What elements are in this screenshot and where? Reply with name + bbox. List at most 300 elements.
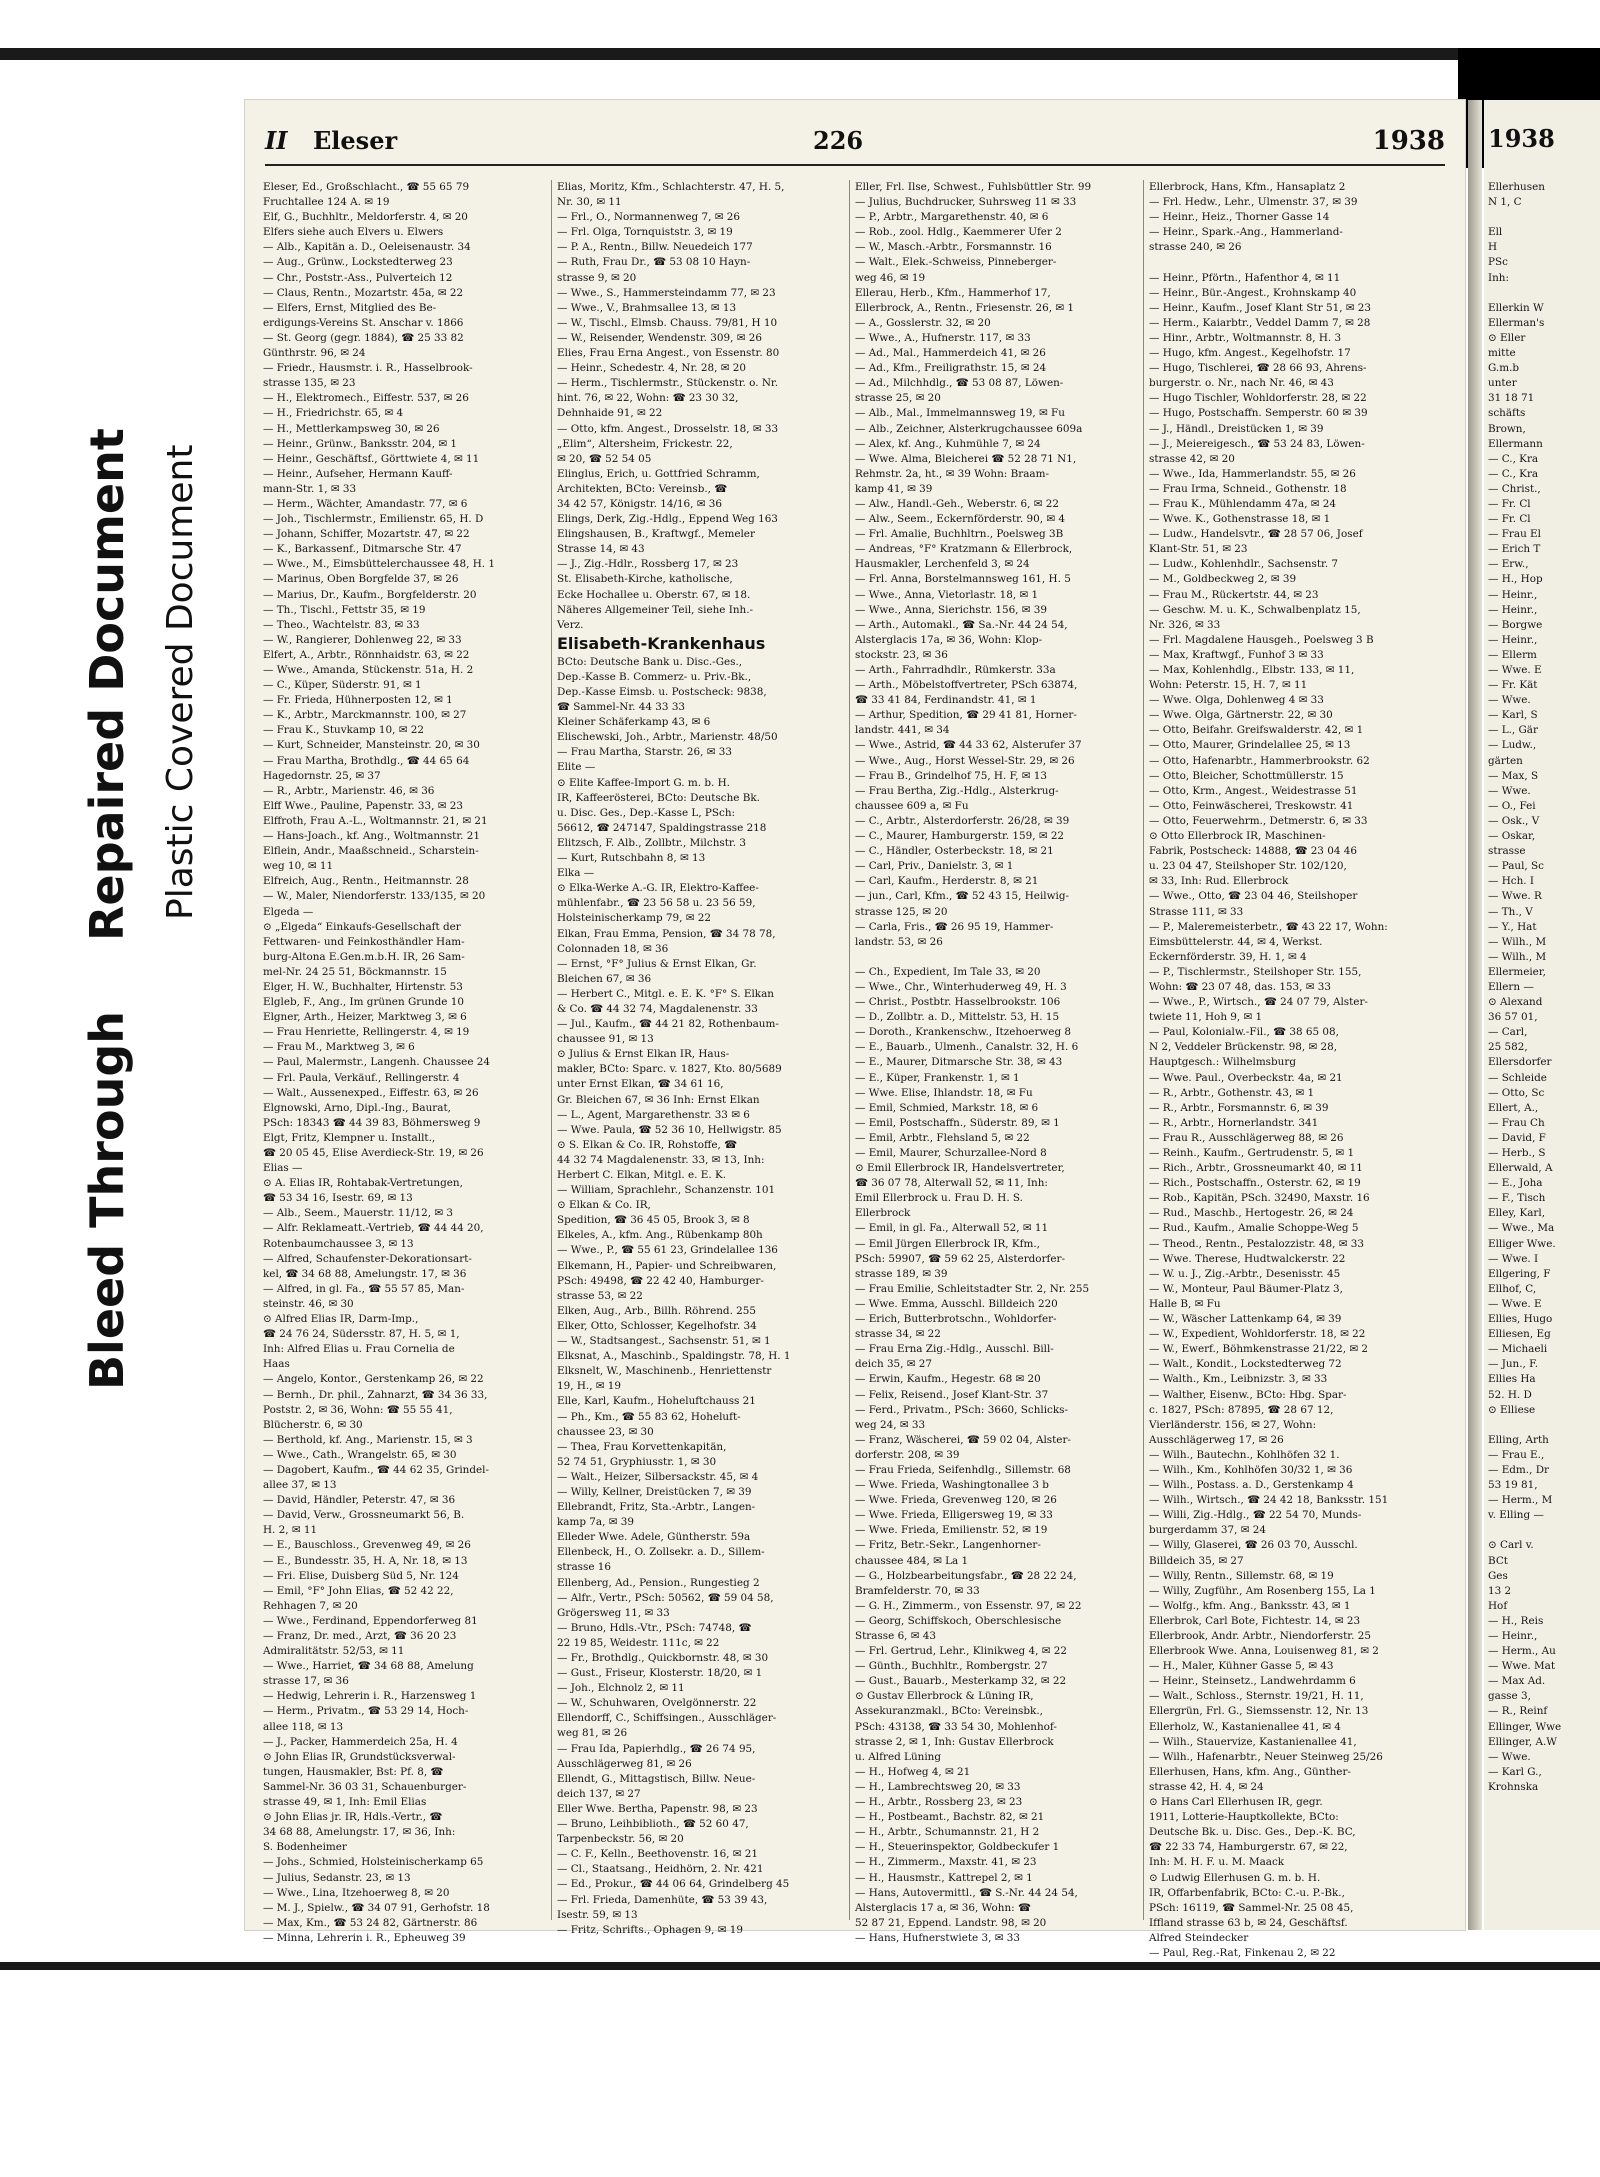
directory-entry-line: — Th., Tischl., Fettstr 35, ✉ 19 [263,603,426,616]
directory-entry-line: u. Alfred Lüning [855,1750,941,1763]
directory-entry-line: — Rich., Arbtr., Grossneumarkt 40, ✉ 11 [1149,1162,1363,1175]
directory-entry-line: — P., Tischlermstr., Steilshoper Str. 155, [1149,965,1362,978]
directory-entry-line: — Wwe., M., Eimsbüttelerchaussee 48, H. 1 [263,558,496,571]
facing-entry-line: — Frau El [1488,528,1541,541]
facing-entry-line: ⊙ Carl v. [1488,1539,1534,1552]
directory-entry-line: ⊙ Elka-Werke A.-G. IR, Elektro-Kaffee- [557,882,759,895]
facing-entry-line: — Fr. Cl [1488,513,1531,526]
facing-entry-line: Ellersdorfer [1488,1056,1552,1069]
directory-entry-line: Elken, Aug., Arb., Billh. Röhrend. 255 [557,1304,757,1317]
directory-entry-line: ⊙ Ludwig Ellerhusen G. m. b. H. [1149,1871,1321,1884]
directory-entry-line: — Erwin, Kaufm., Hegestr. 68 ✉ 20 [855,1373,1041,1386]
directory-entry-line: 19, H., ✉ 19 [557,1380,622,1393]
directory-entry-line: Günthrstr. 96, ✉ 24 [263,347,366,360]
facing-entry-line: — Schleide [1488,1071,1547,1084]
directory-entry-line: — Frl. Frieda, Damenhüte, ☎ 53 39 43, [557,1893,768,1906]
directory-entry-line: ⊙ Julius & Ernst Elkan IR, Haus- [557,1048,730,1061]
directory-entry-line: — Wwe., P., ☎ 55 61 23, Grindelallee 136 [557,1244,778,1257]
directory-entry-line: — Wwe., Anna, Sierichstr. 156, ✉ 39 [855,603,1048,616]
directory-entry-line: hint. 76, ✉ 22, Wohn: ☎ 23 30 32, [557,392,739,405]
directory-entry-line: — David, Verw., Grossneumarkt 56, B. [263,1509,465,1522]
facing-entry-line: — Max Ad. [1488,1675,1546,1688]
directory-entry-line: burgerdamm 37, ✉ 24 [1149,1524,1266,1537]
directory-entry-line: — Heinr., Grünw., Banksstr. 204, ✉ 1 [263,437,458,450]
directory-entry-line: — Otto, Bleicher, Schottmüllerstr. 15 [1149,769,1344,782]
directory-entry-line: — J., Meiereigesch., ☎ 53 24 83, Löwen- [1149,437,1365,450]
directory-entry-line: Eller, Frl. Ilse, Schwest., Fuhlsbüttler Str. 99 [855,181,1092,193]
directory-entry-line: Sammel-Nr. 36 03 31, Schauenburger- [263,1780,467,1793]
directory-entry-line: — Otto, Hafenarbtr., Hammerbrookstr. 62 [1149,754,1370,767]
directory-entry-line: Ellenbeck, H., O. Zollsekr. a. D., Sillem- [557,1546,765,1559]
directory-entry-line: Elflein, Andr., Maaßschneid., Scharstein- [263,845,479,858]
facing-entry-line: — Wwe. E [1488,664,1542,676]
directory-entry-line: Tarpenbeckstr. 56, ✉ 20 [557,1833,684,1846]
directory-entry-line: Inh: Alfred Elias u. Frau Cornelia de [263,1343,455,1356]
directory-entry-line: — Herm., Tischlermstr., Stückenstr. o. Nr. [557,377,779,390]
directory-entry-line: BCto: Deutsche Bank u. Disc.-Ges., [557,655,743,668]
directory-entry-line: landstr. 53, ✉ 26 [855,935,943,948]
directory-entry-line: chaussee 484, ✉ La 1 [855,1554,969,1567]
directory-entry-line: — Günth., Buchhltr., Rombergstr. 27 [855,1660,1048,1673]
directory-entry-line: — G., Holzbearbeitungsfabr., ☎ 28 22 24, [855,1569,1077,1582]
directory-entry-line: ✉ 20, ☎ 52 54 05 [557,452,652,465]
facing-entry-line: — C., Kra [1488,452,1539,465]
facing-entry-line: — Wwe. R [1488,890,1542,903]
directory-entry-line: 52 74 51, Gryphiusstr. 1, ✉ 30 [557,1455,717,1468]
directory-entry-line: — Hugo, Tischlerei, ☎ 28 66 93, Ahrens- [1149,362,1367,375]
directory-entry-line: chaussee 91, ✉ 13 [557,1033,654,1046]
directory-entry-line: — Emil Jürgen Ellerbrock IR, Kfm., [855,1237,1040,1250]
directory-entry-line: strasse 49, ✉ 1, Inh: Emil Elias [263,1796,427,1809]
directory-entry-line: twiete 11, Hoh 9, ✉ 1 [1149,1011,1263,1024]
directory-entry-line: — Paul, Kolonialw.-Fil., ☎ 38 65 08, [1149,1026,1339,1039]
directory-entry-line: — P., Maleremeisterbetr., ☎ 43 22 17, Wohn: [1149,920,1388,933]
directory-entry-line: — Frau Emilie, Schleitstadter Str. 2, Nr. 255 [855,1282,1090,1295]
directory-entry-line: — Rob., Kapitän, PSch. 32490, Maxstr. 16 [1149,1192,1370,1205]
column-3 [855,180,1137,1944]
directory-entry-line: — Frl., O., Normannenweg 7, ✉ 26 [557,211,740,224]
facing-entry-line: — Heinr., [1488,588,1538,601]
directory-entry-line: Alsterglacis 17a, ✉ 36, Wohn: Klop- [855,633,1043,646]
directory-entry-line: — Heinr., Kaufm., Josef Klant Str 51, ✉ 23 [1149,301,1372,314]
directory-entry-line: — Otto, Feinwäscherei, Treskowstr. 41 [1149,799,1354,812]
directory-entry-line: — Christ., Postbtr. Hasselbrookstr. 106 [855,996,1061,1009]
directory-entry-line: — Wilh., Postass. a. D., Gerstenkamp 4 [1149,1479,1354,1492]
directory-entry-line: Nr. 30, ✉ 11 [557,196,622,209]
facing-entry-line: — Carl, [1488,1026,1528,1039]
directory-entry-line: — Frl. Anna, Borstelmannsweg 161, H. 5 [855,573,1071,586]
facing-entry-line: — O., Fei [1488,799,1536,812]
directory-entry-line: — Claus, Rentn., Mozartstr. 45a, ✉ 22 [263,286,464,299]
directory-entry-line: — C., Maurer, Hamburgerstr. 159, ✉ 22 [855,830,1065,843]
directory-entry-line: — Frau Henriette, Rellingerstr. 4, ✉ 19 [263,1026,470,1039]
directory-entry-line: — Ludw., Kohlenhdlr., Sachsenstr. 7 [1149,558,1339,571]
facing-entry-line: — Michaeli [1488,1343,1548,1356]
facing-entry-line: — Frau Ch [1488,1116,1545,1129]
directory-entry-line: — H., Steuerinspektor, Goldbeckufer 1 [855,1841,1060,1854]
directory-entry-line: — Heinr., Geschäftsf., Görttwiete 4, ✉ 11 [263,452,480,465]
directory-entry-line: Strasse 6, ✉ 43 [855,1630,937,1642]
directory-entry-line: Elias — [263,1162,303,1175]
directory-entry-line: chaussee 609 a, ✉ Fu [855,799,969,812]
facing-entry-line: 25 582, [1488,1041,1528,1054]
directory-entry-line: — St. Georg (gegr. 1884), ☎ 25 33 82 [263,331,464,344]
facing-entry-line: G.m.b [1488,362,1520,375]
facing-entry-line: — Paul, Sc [1488,860,1544,873]
directory-entry-line: strasse 2, ✉ 1, Inh: Gustav Ellerbrock [855,1735,1054,1748]
directory-entry-line [1149,255,1445,270]
directory-entry-line: — Chr., Poststr.-Ass., Pulverteich 12 [263,271,453,284]
directory-entry-line: deich 137, ✉ 27 [557,1787,641,1800]
directory-entry-line: — K., Arbtr., Marckmannstr. 100, ✉ 27 [263,709,467,722]
directory-entry-line: — Ad., Milchhdlg., ☎ 53 08 87, Löwen- [855,377,1064,390]
directory-entry-line: Elfers siehe auch Elvers u. Elwers [263,226,444,239]
directory-entry-line: Näheres Allgemeiner Teil, siehe Inh.- [557,603,754,616]
directory-entry-line: — J., Zig.-Hdlr., Rossberg 17, ✉ 23 [557,558,739,571]
directory-entry-line: — Kurt, Rutschbahn 8, ✉ 13 [557,852,706,865]
repaired-document-label: Repaired Document [80,428,134,941]
directory-entry-line: — Willy, Rentn., Sillemstr. 68, ✉ 19 [1149,1569,1334,1582]
directory-entry-line: 1911, Lotterie-Hauptkollekte, BCto: [1149,1811,1339,1824]
directory-entry-line: — Wwe. Therese, Hudtwalckerstr. 22 [1149,1252,1346,1265]
directory-entry-line: — Emil, Postschaffn., Süderstr. 89, ✉ 1 [855,1116,1060,1129]
directory-entry-line: — Wwe., Lina, Itzehoerweg 8, ✉ 20 [263,1886,450,1899]
directory-entry-line: — Alfred, Schaufenster-Dekorationsart- [263,1252,472,1265]
guide-word: Eleser [313,126,398,155]
directory-entry-line: — Rich., Postschaffn., Osterstr. 62, ✉ 19 [1149,1177,1361,1190]
directory-entry-line: Elkeles, A., kfm. Ang., Rübenkamp 80h [557,1229,763,1242]
directory-entry-line: — Frl. Gertrud, Lehr., Klinikweg 4, ✉ 22 [855,1645,1067,1658]
facing-entry-line: Ellern — [1488,980,1534,993]
directory-entry-line: Elf, G., Buchhltr., Meldorferstr. 4, ✉ 20 [263,211,468,224]
facing-entry-line: Ellermann [1488,437,1543,450]
directory-entry-line: — W., Rangierer, Dohlenweg 22, ✉ 33 [263,633,462,646]
directory-entry-line: — Herm., Privatm., ☎ 53 29 14, Hoch- [263,1705,469,1718]
directory-entry-line: — Ernst, °F° Julius & Ernst Elkan, Gr. [557,957,757,970]
directory-entry-line: — Frau Frieda, Seifenhdlg., Sillemstr. 68 [855,1463,1071,1476]
directory-entry-line: tungen, Hausmakler, Bst: Pf. 8, ☎ [263,1765,444,1778]
facing-entry-line: — Herb., S [1488,1147,1546,1159]
directory-entry-line: steinstr. 46, ✉ 30 [263,1297,354,1310]
directory-entry-line: — Fritz, Schrifts., Ophagen 9, ✉ 19 [557,1923,743,1936]
directory-entry-line: — Frau Irma, Schneid., Gothenstr. 18 [1149,482,1347,495]
directory-entry-line: — M. J., Spielw., ☎ 34 07 91, Gerhofstr. 18 [263,1901,490,1914]
facing-entry-line: — Fr. Kät [1488,679,1538,692]
facing-entry-line: — Wwe. [1488,784,1531,797]
facing-entry-line: Ellerwald, A [1488,1162,1553,1175]
directory-entry-line: — Wwe. Olga, Dohlenweg 4 ✉ 33 [1149,694,1324,707]
facing-entry-line: — Oskar, [1488,830,1536,843]
facing-entry-line: Ellerman's [1488,316,1545,329]
directory-entry-line: Ellerhusen, Hans, kfm. Ang., Günther- [1149,1765,1351,1778]
directory-entry-line: — E., Bauarb., Ulmenh., Canalstr. 32, H. 6 [855,1041,1079,1054]
directory-entry-line: allee 118, ✉ 13 [263,1720,344,1733]
directory-entry-line: — Minna, Lehrerin i. R., Epheuweg 39 [263,1931,466,1944]
directory-entry-line: weg 24, ✉ 33 [855,1418,926,1431]
directory-entry-line: ⊙ Elite Kaffee-Import G. m. b. H. [557,776,730,789]
bleed-through-label: Bleed Through [80,1010,134,1390]
directory-entry-line: — Arthur, Spedition, ☎ 29 41 81, Horner- [855,709,1077,722]
directory-entry-line: — W., Reisender, Wendenstr. 309, ✉ 26 [557,331,762,344]
directory-entry-line: — C., Händler, Osterbeckstr. 18, ✉ 21 [855,845,1054,858]
directory-entry-line: — C., Küper, Süderstr. 91, ✉ 1 [263,679,422,692]
facing-entry-line: — Herm., M [1488,1494,1553,1507]
directory-entry-line: — Frau Martha, Starstr. 26, ✉ 33 [557,746,732,759]
directory-entry-line: Elies, Frau Erna Angest., von Essenstr. 80 [557,347,780,360]
directory-entry-line: Elff Wwe., Pauline, Papenstr. 33, ✉ 23 [263,799,463,812]
directory-entry-line: Ellerbrock, A., Rentn., Friesenstr. 26, ✉ 1 [855,301,1075,314]
directory-entry-line: — J., Händl., Dreistücken 1, ✉ 39 [1149,422,1324,435]
directory-entry-line: Halle B, ✉ Fu [1149,1297,1221,1310]
directory-entry-line: Elle, Karl, Kaufm., Hoheluftchauss 21 [557,1395,756,1408]
facing-entry-line: unter [1488,377,1517,390]
directory-entry-line: — Geschw. M. u. K., Schwalbenplatz 15, [1149,603,1361,616]
directory-entry-line: Ausschlägerweg 17, ✉ 26 [1149,1433,1284,1446]
directory-entry-line: — Hugo, Postschaffn. Semperstr. 60 ✉ 39 [1149,407,1368,420]
directory-entry-line: kamp 7a, ✉ 39 [557,1516,634,1529]
facing-entry-line: Ellies Ha [1488,1373,1536,1386]
facing-entry-line: — L., Gär [1488,724,1538,737]
directory-entry-line: — Franz, Wäscherei, ☎ 59 02 04, Alster- [855,1433,1071,1446]
directory-entry-line [855,950,1137,965]
directory-entry-line: — J., Packer, Hammerdeich 25a, H. 4 [263,1735,458,1748]
directory-entry-line: Elka — [557,867,595,880]
directory-entry-line: — Wwe., Amanda, Stückenstr. 51a, H. 2 [263,664,474,676]
directory-entry-line: — Joh., Tischlermstr., Emilienstr. 65, H. D [263,513,484,526]
directory-entry-line: „Elim“, Altersheim, Frickestr. 22, [557,437,733,450]
directory-entry-line: u. Disc. Ges., Dep.-Kasse L, PSch: [557,806,736,819]
directory-entry-line: Emil Ellerbrock u. Frau D. H. S. [855,1192,1023,1205]
directory-entry-line: burgerstr. o. Nr., nach Nr. 46, ✉ 43 [1149,377,1334,390]
directory-entry-line: — Arth., Möbelstoffvertreter, PSch 63874, [855,679,1078,692]
directory-entry-line: — Otto, kfm. Angest., Drosselstr. 18, ✉ 33 [557,422,779,435]
directory-entry-line: — Gust., Friseur, Klosterstr. 18/20, ✉ 1 [557,1667,763,1680]
directory-entry-line: — Wwe. Frieda, Elligersweg 19, ✉ 33 [855,1509,1053,1522]
directory-entry-line: — Ph., Km., ☎ 55 83 62, Hoheluft- [557,1410,741,1423]
directory-entry-line: PSch: 43138, ☎ 33 54 30, Mohlenhof- [855,1720,1057,1733]
directory-entry-line: — Wwe., Chr., Winterhuderweg 49, H. 3 [855,980,1067,993]
directory-entry-line: ☎ 24 76 24, Südersstr. 87, H. 5, ✉ 1, [263,1328,460,1341]
directory-entry-line: — Herm., Kaiarbtr., Veddel Damm 7, ✉ 28 [1149,316,1371,329]
directory-entry-line: — Hugo, kfm. Angest., Kegelhofstr. 17 [1149,347,1351,360]
facing-entry-line: — Heinr., [1488,603,1538,616]
directory-entry-line: — Wilh., Stauervize, Kastanienallee 41, [1149,1735,1357,1748]
facing-entry-line: v. Elling — [1488,1509,1544,1522]
directory-entry-line: 56612, ☎ 247147, Spaldingstrasse 218 [557,821,767,834]
directory-entry-line: — Thea, Frau Korvettenkapitän, [557,1440,727,1453]
directory-entry-line: 44 32 74 Magdalenenstr. 33, ✉ 13, Inh: [557,1153,765,1166]
directory-entry-line: Elger, H. W., Buchhalter, Hirtenstr. 53 [263,980,463,993]
directory-entry-line: — R., Arbtr., Marienstr. 46, ✉ 36 [263,784,435,797]
directory-entry-line: — W., Tischl., Elmsb. Chauss. 79/81, H 10 [557,316,778,329]
facing-entry-line: — Borgwe [1488,618,1543,631]
directory-entry-line: ⊙ Gustav Ellerbrock & Lüning IR, [855,1690,1034,1703]
directory-entry-line: Ellerbrook Wwe. Anna, Louisenweg 81, ✉ 2 [1149,1645,1379,1658]
facing-entry-line: Ges [1488,1569,1508,1582]
directory-entry-line: — M., Goldbeckweg 2, ✉ 39 [1149,573,1297,586]
facing-entry-line: — Wwe. [1488,1750,1531,1763]
directory-entry-line: ⊙ Elkan & Co. IR, [557,1199,651,1212]
directory-entry-line: PSch: 59907, ☎ 59 62 25, Alsterdorfer- [855,1252,1066,1265]
directory-entry-line: — Alfred, in gl. Fa., ☎ 55 57 85, Man- [263,1282,465,1295]
directory-entry-line: IR, Offarbenfabrik, BCto: C.-u. P.-Bk., [1149,1886,1345,1899]
facing-entry-line: Ell [1488,226,1503,239]
directory-entry-line: — R., Arbtr., Hornerlandstr. 341 [1149,1116,1319,1129]
facing-page [1484,100,1600,1930]
directory-entry-line: — E., Küper, Frankenstr. 1, ✉ 1 [855,1071,1020,1084]
directory-entry-line: — Wwe. Paula, ☎ 52 36 10, Hellwigstr. 85 [557,1123,782,1136]
directory-entry-line: Elkemann, H., Papier- und Schreibwaren, [557,1259,777,1272]
directory-entry-line: — Fritz, Betr.-Sekr., Langenhorner- [855,1539,1041,1552]
directory-entry-line: — H., Zimmerm., Maxstr. 41, ✉ 23 [855,1856,1037,1869]
directory-entry-line: deich 35, ✉ 27 [855,1358,932,1371]
directory-entry-line: Rehmstr. 2a, ht., ✉ 39 Wohn: Braam- [855,467,1049,480]
directory-entry-line: stockstr. 23, ✉ 36 [855,648,948,661]
directory-entry-line: Elfreich, Aug., Rentn., Heitmannstr. 28 [263,875,469,888]
directory-entry-line: Architekten, BCto: Vereinsb., ☎ [557,482,728,495]
directory-entry-line: — Walt., Elek.-Schweiss, Pinneberger- [855,256,1057,269]
directory-entry-line: Rotenbaumchaussee 3, ✉ 13 [263,1237,414,1250]
directory-entry-line: — Otto, Maurer, Grindelallee 25, ✉ 13 [1149,739,1351,752]
facing-entry-line: Ellermeier, [1488,965,1546,978]
directory-entry-line: — Wwe. Emma, Ausschl. Billdeich 220 [855,1297,1058,1310]
facing-entry-line: Brown, [1488,422,1526,435]
directory-entry-line: — Ferd., Privatm., PSch: 3660, Schlicks- [855,1403,1069,1416]
directory-entry-line: strasse 53, ✉ 22 [557,1289,643,1302]
directory-entry-line: — Carl, Priv., Danielstr. 3, ✉ 1 [855,860,1014,873]
directory-entry-line: strasse 25, ✉ 20 [855,392,941,405]
directory-entry-line: — W., Schuhwaren, Ovelgönnerstr. 22 [557,1697,757,1710]
directory-entry-line: — Alb., Mal., Immelmannsweg 19, ✉ Fu [855,407,1065,420]
directory-entry-line: — H., Elektromech., Eiffestr. 537, ✉ 26 [263,392,469,405]
facing-entry-line: — Wilh., M [1488,950,1547,963]
directory-entry-line: — Marius, Dr., Kaufm., Borgfelderstr. 20 [263,588,477,601]
directory-entry-line: Herbert C. Elkan, Mitgl. e. E. K. [557,1169,727,1181]
directory-entry-line: Wohn: ☎ 23 07 48, das. 153, ✉ 33 [1149,980,1331,993]
directory-entry-line: — Hedwig, Lehrerin i. R., Harzensweg 1 [263,1690,477,1703]
page-number: 226 [813,126,864,155]
directory-entry-line: strasse 125, ✉ 20 [855,905,948,918]
directory-entry-line: Elker, Otto, Schlosser, Kegelhofstr. 34 [557,1319,757,1332]
directory-entry-line: — Julius, Sedanstr. 23, ✉ 13 [263,1871,411,1884]
facing-entry-line: — Th., V [1488,905,1533,918]
directory-entry-line: — Carla, Fris., ☎ 26 95 19, Hammer- [855,920,1054,933]
facing-entry-line: 52. H. D [1488,1388,1532,1401]
facing-entry-line: — Christ., [1488,482,1541,495]
directory-entry-line: — Wwe. Olga, Gärtnerstr. 22, ✉ 30 [1149,709,1333,722]
directory-entry-line: — Wwe., V., Brahmsallee 13, ✉ 13 [557,301,737,314]
directory-entry-line: — W., Wäscher Lattenkamp 64, ✉ 39 [1149,1313,1342,1326]
directory-entry-line: — Ed., Prokur., ☎ 44 06 64, Grindelberg 45 [557,1878,790,1891]
directory-entry-line: ⊙ A. Elias IR, Rohtabak-Vertretungen, [263,1177,463,1190]
directory-entry-line: — Alw., Handl.-Geh., Weberstr. 6, ✉ 22 [855,497,1060,510]
directory-entry-line: — Ad., Mal., Hammerdeich 41, ✉ 26 [855,347,1046,360]
directory-entry-line: — Wwe., Harriet, ☎ 34 68 88, Amelung [263,1660,474,1673]
directory-entry-line: — Frau B., Grindelhof 75, H. F, ✉ 13 [855,769,1048,782]
directory-entry-line: — Frau Martha, Brothdlg., ☎ 44 65 64 [263,754,470,767]
directory-entry-line: u. 23 04 47, Steilshoper Str. 102/120, [1149,860,1347,873]
directory-entry-line: — Bruno, Leihbiblioth., ☎ 52 60 47, [557,1818,749,1831]
directory-entry-line: Elisabeth-Krankenhaus [557,633,766,653]
directory-page [245,100,1465,1959]
directory-entry-line: — jun., Carl, Kfm., ☎ 52 43 15, Heilwig- [855,890,1069,903]
facing-entry-line: — Wilh., M [1488,935,1547,948]
directory-entry-line: Ecke Hochallee u. Oberstr. 67, ✉ 18. [557,588,751,601]
directory-entry-line: — Alw., Seem., Eckernförderstr. 90, ✉ 4 [855,513,1065,526]
facing-entry-line: — Otto, Sc [1488,1086,1545,1099]
directory-entry-line: & Co. ☎ 44 32 74, Magdalenenstr. 33 [557,1002,758,1015]
directory-entry-line: — Walt., Kondit., Lockstedterweg 72 [1149,1358,1342,1371]
directory-entry-line: — Carl, Kaufm., Herderstr. 8, ✉ 21 [855,875,1039,888]
directory-entry-line: allee 37, ✉ 13 [263,1479,337,1492]
directory-entry-line: — Johann, Schiffer, Mozartstr. 47, ✉ 22 [263,528,470,541]
directory-entry-line: — Wwe., Astrid, ☎ 44 33 62, Alsterufer 37 [855,739,1082,752]
directory-entry-line: Ellendorff, C., Schiffsingen., Ausschläger- [557,1712,777,1725]
directory-entry-line: — Wwe. Elise, Ihlandstr. 18, ✉ Fu [855,1086,1033,1099]
directory-entry-line: Wohn: Peterstr. 15, H. 7, ✉ 11 [1149,679,1308,692]
directory-entry-line: — Alfr., Vertr., PSch: 50562, ☎ 59 04 58, [557,1591,774,1604]
directory-entry-line: — Frau R., Ausschlägerweg 88, ✉ 26 [1149,1131,1344,1144]
directory-entry-line: — Max, Kraftwgf., Funhof 3 ✉ 33 [1149,648,1324,661]
directory-entry-line: — Wwe., Aug., Horst Wessel-Str. 29, ✉ 26 [855,754,1075,767]
directory-entry-line: Spedition, ☎ 36 45 05, Brook 3, ✉ 8 [557,1214,750,1227]
directory-entry-line: — Wilh., Hafenarbtr., Neuer Steinweg 25/26 [1149,1750,1383,1763]
directory-entry-line: — Frau Erna Zig.-Hdlg., Ausschl. Bill- [855,1343,1054,1356]
directory-entry-line: Fabrik, Postscheck: 14888, ☎ 23 04 46 [1149,845,1357,858]
directory-entry-line: Dehnhaide 91, ✉ 22 [557,407,663,420]
facing-entry-line: — Ellerm [1488,648,1537,661]
directory-entry-line: — K., Barkassenf., Ditmarsche Str. 47 [263,543,462,556]
directory-entry-line: unter Ernst Elkan, ☎ 34 61 16, [557,1078,724,1091]
directory-entry-line: makler, BCto: Sparc. v. 1827, Kto. 80/5689 [557,1063,782,1076]
directory-entry-line: Elite — [557,761,596,774]
directory-entry-line: Hagedornstr. 25, ✉ 37 [263,769,381,782]
directory-entry-line: kel, ☎ 34 68 88, Amelungstr. 17, ✉ 36 [263,1267,467,1280]
directory-entry-line: ⊙ Alfred Elias IR, Darm-Imp., [263,1313,419,1326]
directory-entry-line: — Heinr., Pförtn., Hafenthor 4, ✉ 11 [1149,271,1341,284]
directory-entry-line: Kleiner Schäferkamp 43, ✉ 6 [557,716,711,729]
directory-entry-line: — H., Arbtr., Rossberg 23, ✉ 23 [855,1796,1023,1809]
directory-entry-line: — Wwe., Ida, Hammerlandstr. 55, ✉ 26 [1149,467,1356,480]
directory-entry-line: Elleder Wwe. Adele, Güntherstr. 59a [557,1531,751,1544]
facing-entry-line: Hof [1488,1599,1508,1612]
directory-entry-line: Elinglus, Erich, u. Gottfried Schramm, [557,467,760,480]
directory-entry-line: Admiralitätstr. 52/53, ✉ 11 [263,1645,405,1658]
directory-entry-line: — Frau M., Marktweg 3, ✉ 6 [263,1041,415,1054]
directory-entry-line: Ellergrün, Frl. G., Siemssenstr. 12, Nr. 13 [1149,1705,1369,1718]
facing-entry-line: Elliesen, Eg [1488,1328,1551,1341]
directory-entry-line: — H., Postbeamt., Bachstr. 82, ✉ 21 [855,1811,1045,1824]
directory-entry-line: ☎ 36 07 78, Alterwall 52, ✉ 11, Inh: [855,1177,1048,1190]
directory-entry-line: — Joh., Elchnolz 2, ✉ 11 [557,1682,685,1695]
directory-entry-line: — Willy, Kellner, Dreistücken 7, ✉ 39 [557,1485,752,1498]
directory-entry-line: — Max, Km., ☎ 53 24 82, Gärtnerstr. 86 [263,1916,478,1929]
directory-entry-line: Elksnelt, W., Maschinenb., Henriettenstr [557,1365,772,1378]
facing-entry-line: — Y., Hat [1488,920,1537,933]
directory-entry-line: Haas [263,1358,290,1371]
facing-entry-line: — Heinr., [1488,633,1538,646]
directory-entry-line: Fettwaren- und Feinkosthändler Ham- [263,935,465,948]
directory-entry-line: Ellerbrook, Andr. Arbtr., Niendorferstr. 25 [1149,1630,1371,1642]
directory-entry-line: strasse 34, ✉ 22 [855,1328,941,1341]
directory-entry-line: ☎ 22 33 74, Hamburgerstr. 67, ✉ 22, [1149,1841,1348,1854]
directory-entry-line: Ellenberg, Ad., Pension., Rungestieg 2 [557,1576,760,1589]
directory-entry-line: ☎ 20 05 45, Elise Averdieck-Str. 19, ✉ 26 [263,1147,484,1159]
directory-entry-line: — Wwe. Paul., Overbeckstr. 4a, ✉ 21 [1149,1071,1343,1084]
directory-entry-line: Elffroth, Frau A.-L., Woltmannstr. 21, ✉ 21 [263,814,488,827]
directory-entry-line: PSch: 16119, ☎ Sammel-Nr. 25 08 45, [1149,1901,1354,1914]
directory-entry-line: — Fr., Brothdlg., Quickbornstr. 48, ✉ 30 [557,1652,769,1664]
